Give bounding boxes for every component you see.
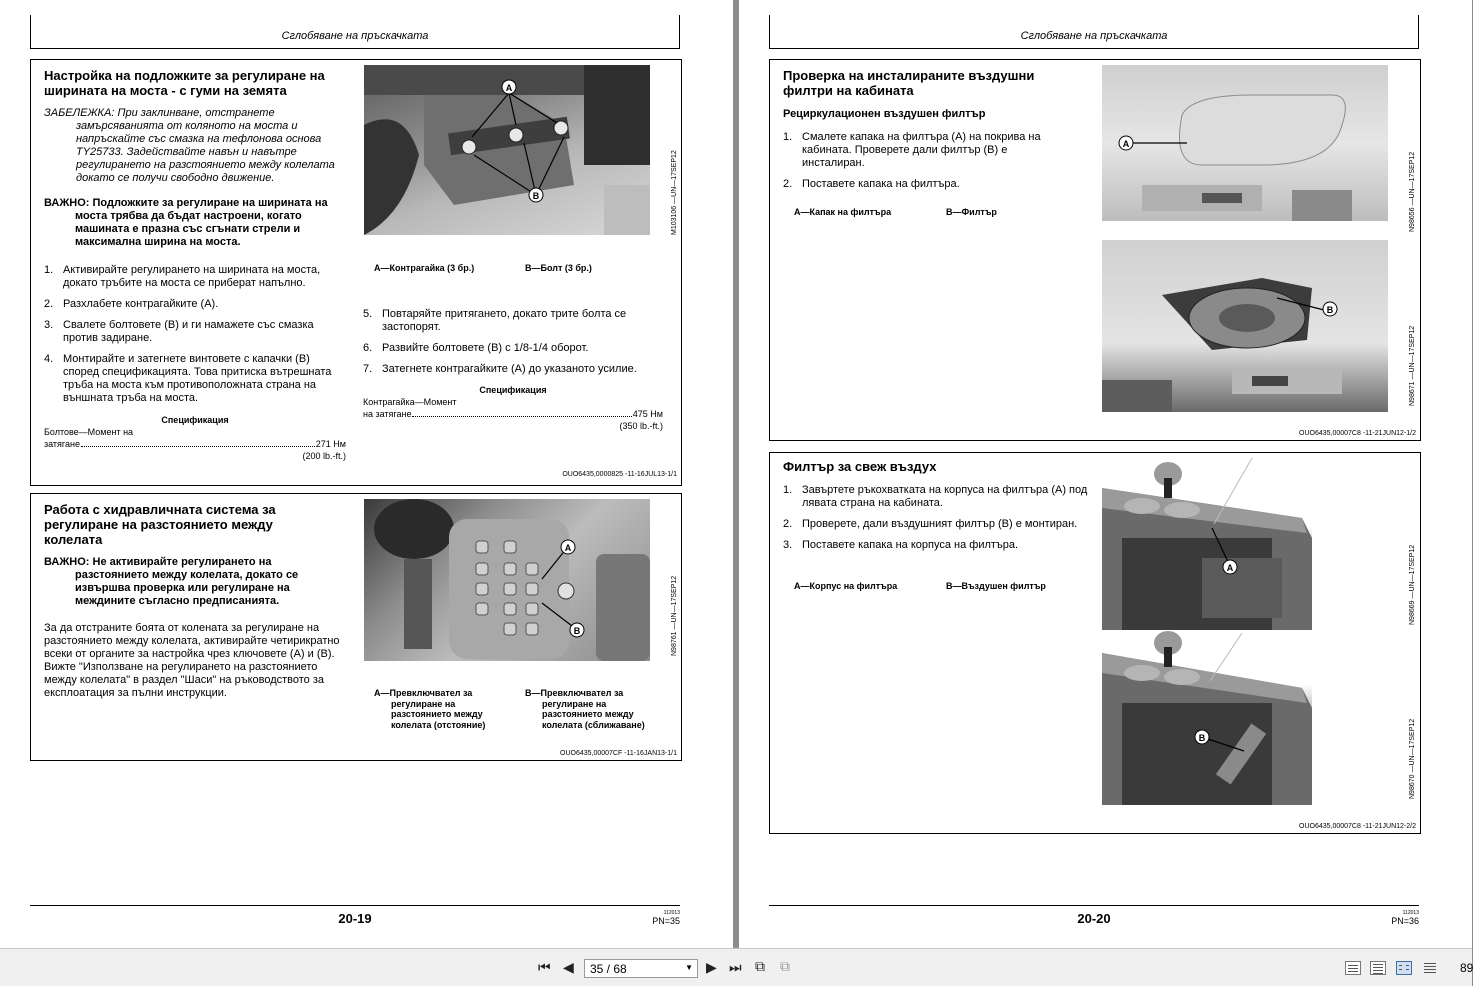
caption-a: A—Капак на филтъра — [794, 207, 892, 217]
callout-a: A — [564, 543, 572, 553]
photo-code: M103106 —UN—17SEP12 — [671, 150, 678, 235]
list-item: 1. Завъртете ръкохватката на корпуса на филтъра (A) под лявата страна на кабината. — [783, 484, 1088, 509]
callout-a: A — [1122, 139, 1130, 149]
important-text: ВАЖНО: Подложките за регулиране на ширината на моста трябва да бъдат настроени, когато машината е празна със сгънати стрели и максимална ширина на моста. — [44, 197, 328, 248]
axle-shim-illustration — [364, 65, 650, 235]
filter-housing-illustration — [1102, 458, 1312, 630]
filter-cover-illustration — [1102, 65, 1388, 221]
steps-list-left — [44, 264, 344, 413]
torque-spec-locknuts: Спецификация Контрагайка—Момент на затягане 475 Нм (350 lb.-ft.) — [363, 385, 663, 431]
section-title: Работа с хидравличната система за регулиране на разстоянието между колелата — [44, 502, 276, 547]
pn-label: 112013 PN=36 — [1391, 910, 1419, 926]
air-filter-photo — [1102, 633, 1312, 805]
photo-code: N98671 —UN—17SEP12 — [1409, 325, 1416, 406]
reference-code: OUO6435,00007CF -11-16JAN13-1/1 — [560, 750, 677, 757]
page-number: 20-19 — [338, 911, 372, 926]
torque-spec-bolts: Спецификация Болтове—Момент на затягане 271 Нм (200 lb.-ft.) — [44, 415, 346, 461]
callout-a: A — [1226, 563, 1234, 573]
steps-list — [783, 484, 1093, 560]
list-item: 2. Поставете капака на филтъра. — [783, 178, 960, 190]
list-item: 1. Смалете капака на филтъра (A) на покрива на кабината. Проверете дали филтър (B) е инсталиран. — [783, 131, 1041, 169]
page-footer — [30, 905, 680, 926]
viewer-toolbar — [0, 948, 1472, 986]
caption-b: B—Превключвател за регулиране на разстоянието между колелата (сближаване) — [525, 688, 645, 730]
filter-element-photo — [1102, 240, 1388, 412]
go-back-icon[interactable]: ⧉ — [755, 958, 765, 974]
air-filter-illustration — [1102, 633, 1312, 805]
caption-a: A—Корпус на филтъра — [794, 581, 898, 591]
list-item: 3. Поставете капака на корпуса на филтъра. — [783, 539, 1019, 551]
section-subtitle: Рециркулационен въздушен филтър — [783, 108, 986, 120]
reference-code: OUO6435,00007C8 -11-21JUN12-2/2 — [1299, 823, 1416, 830]
reference-code: OUO6435,00007C8 -11-21JUN12-1/2 — [1299, 430, 1416, 437]
two-page-view-icon[interactable] — [1396, 961, 1412, 975]
caption-a: A—Контрагайка (3 бр.) — [374, 263, 475, 273]
list-item: 1. Активирайте регулирането на ширината на моста, докато тръбите на моста се приберат напълно. — [44, 264, 321, 289]
section-title: Проверка на инсталираните въздушни филтри на кабината — [783, 68, 1035, 98]
section-title: Настройка на подложките за регулиране на ширината на моста - с гуми на земята — [44, 68, 325, 98]
photo-code: N98656 —UN—17SEP12 — [1409, 151, 1416, 232]
pn-label: 112013 PN=35 — [652, 910, 680, 926]
caption-b: B—Филтър — [946, 207, 997, 217]
list-item: 5. Повтаряйте притягането, докато трите болта се застопорят. — [363, 308, 627, 333]
list-item: 3. Свалете болтовете (B) и ги намажете със смазка против задиране. — [44, 319, 314, 344]
list-item: 4. Монтирайте и затегнете винтовете с капачки (B) според спецификацията. Това притиска вътрешната тръба на моста към противоположната страна на външната тръба на моста. — [44, 353, 332, 404]
two-page-continuous-view-icon[interactable] — [1422, 961, 1438, 975]
steps-list-right — [363, 308, 661, 384]
callout-b: B — [573, 626, 581, 636]
callout-b: B — [1326, 305, 1334, 315]
filter-housing-photo — [1102, 458, 1312, 630]
first-page-icon[interactable]: ⏮ — [538, 959, 551, 975]
last-page-icon[interactable]: ⏭ — [729, 959, 742, 975]
continuous-view-icon[interactable] — [1370, 961, 1386, 975]
switch-panel-photo — [364, 499, 650, 661]
list-item: 7. Затегнете контрагайките (A) до указаното усилие. — [363, 363, 637, 375]
note-text: ЗАБЕЛЕЖКА: При заклинване, отстранете замърсяванията от коляното на моста и напръскайте със смазка на тефлонова основа TY25733. Задействайте навън и навътре регулирането на разстоянието между колелата докато се получи свободно движение. — [44, 107, 335, 184]
page-header: Сглобяване на пръскачката — [769, 15, 1419, 49]
single-page-view-icon[interactable] — [1345, 961, 1361, 975]
reference-code: OUO6435,0000825 -11-16JUL13-1/1 — [562, 471, 677, 478]
switch-panel-illustration — [364, 499, 650, 661]
list-item: 6. Развийте болтовете (B) с 1/8-1/4 оборот. — [363, 342, 589, 354]
section-cab-filters — [769, 59, 1421, 441]
section-fresh-air-filter — [769, 452, 1421, 834]
page-footer — [769, 905, 1419, 926]
previous-page-icon[interactable]: ◀ — [563, 959, 574, 975]
next-page-icon[interactable]: ▶ — [706, 959, 717, 975]
callout-a: A — [505, 83, 513, 93]
caption-a: A—Превключвател за регулиране на разстоянието между колелата (отстояние) — [374, 688, 486, 730]
caption-b: B—Болт (3 бр.) — [525, 263, 592, 273]
photo-code: N98761 —UN—17SEP12 — [671, 575, 678, 656]
left-page — [0, 0, 733, 948]
body-text: За да отстраните боята от колената за регулиране на разстоянието между колелата, активирайте четирикратно всеки от органите за настройка чрез ключовете (A) и (B). Вижте "Използване на регулирането на разстоянието между колелата" в раздел "Шаси" на ръководството за експлоатация за пълни инструкции. — [44, 622, 340, 699]
section-title: Филтър за свеж въздух — [783, 459, 937, 474]
chevron-down-icon: ▼ — [685, 963, 693, 972]
callout-b: B — [1198, 733, 1206, 743]
zoom-level[interactable]: 89 — [1460, 961, 1473, 975]
axle-shim-photo — [364, 65, 650, 235]
photo-code: N98670 —UN—17SEP12 — [1409, 718, 1416, 799]
filter-cover-photo — [1102, 65, 1388, 221]
section-hydraulic-spacing — [30, 493, 682, 761]
steps-list — [783, 131, 1073, 199]
photo-code: N98669 —UN—17SEP12 — [1409, 544, 1416, 625]
section-axle-width-shims — [30, 59, 682, 486]
filter-element-illustration — [1102, 240, 1388, 412]
list-item: 2. Проверете, дали въздушният филтър (B) е монтиран. — [783, 518, 1078, 530]
go-forward-icon[interactable]: ⧉ — [780, 958, 790, 974]
right-page — [739, 0, 1472, 948]
page-select[interactable]: 35 / 68 ▼ — [584, 959, 698, 978]
callout-b: B — [532, 191, 540, 201]
caption-b: B—Въздушен филтър — [946, 581, 1046, 591]
list-item: 2. Разхлабете контрагайките (A). — [44, 298, 219, 310]
important-text: ВАЖНО: Не активирайте регулирането на разстоянието между колелата, докато се извършва проверка или регулиране на междините съгласно предписанията. — [44, 556, 299, 607]
page-number: 20-20 — [1077, 911, 1111, 926]
page-header: Сглобяване на пръскачката — [30, 15, 680, 49]
